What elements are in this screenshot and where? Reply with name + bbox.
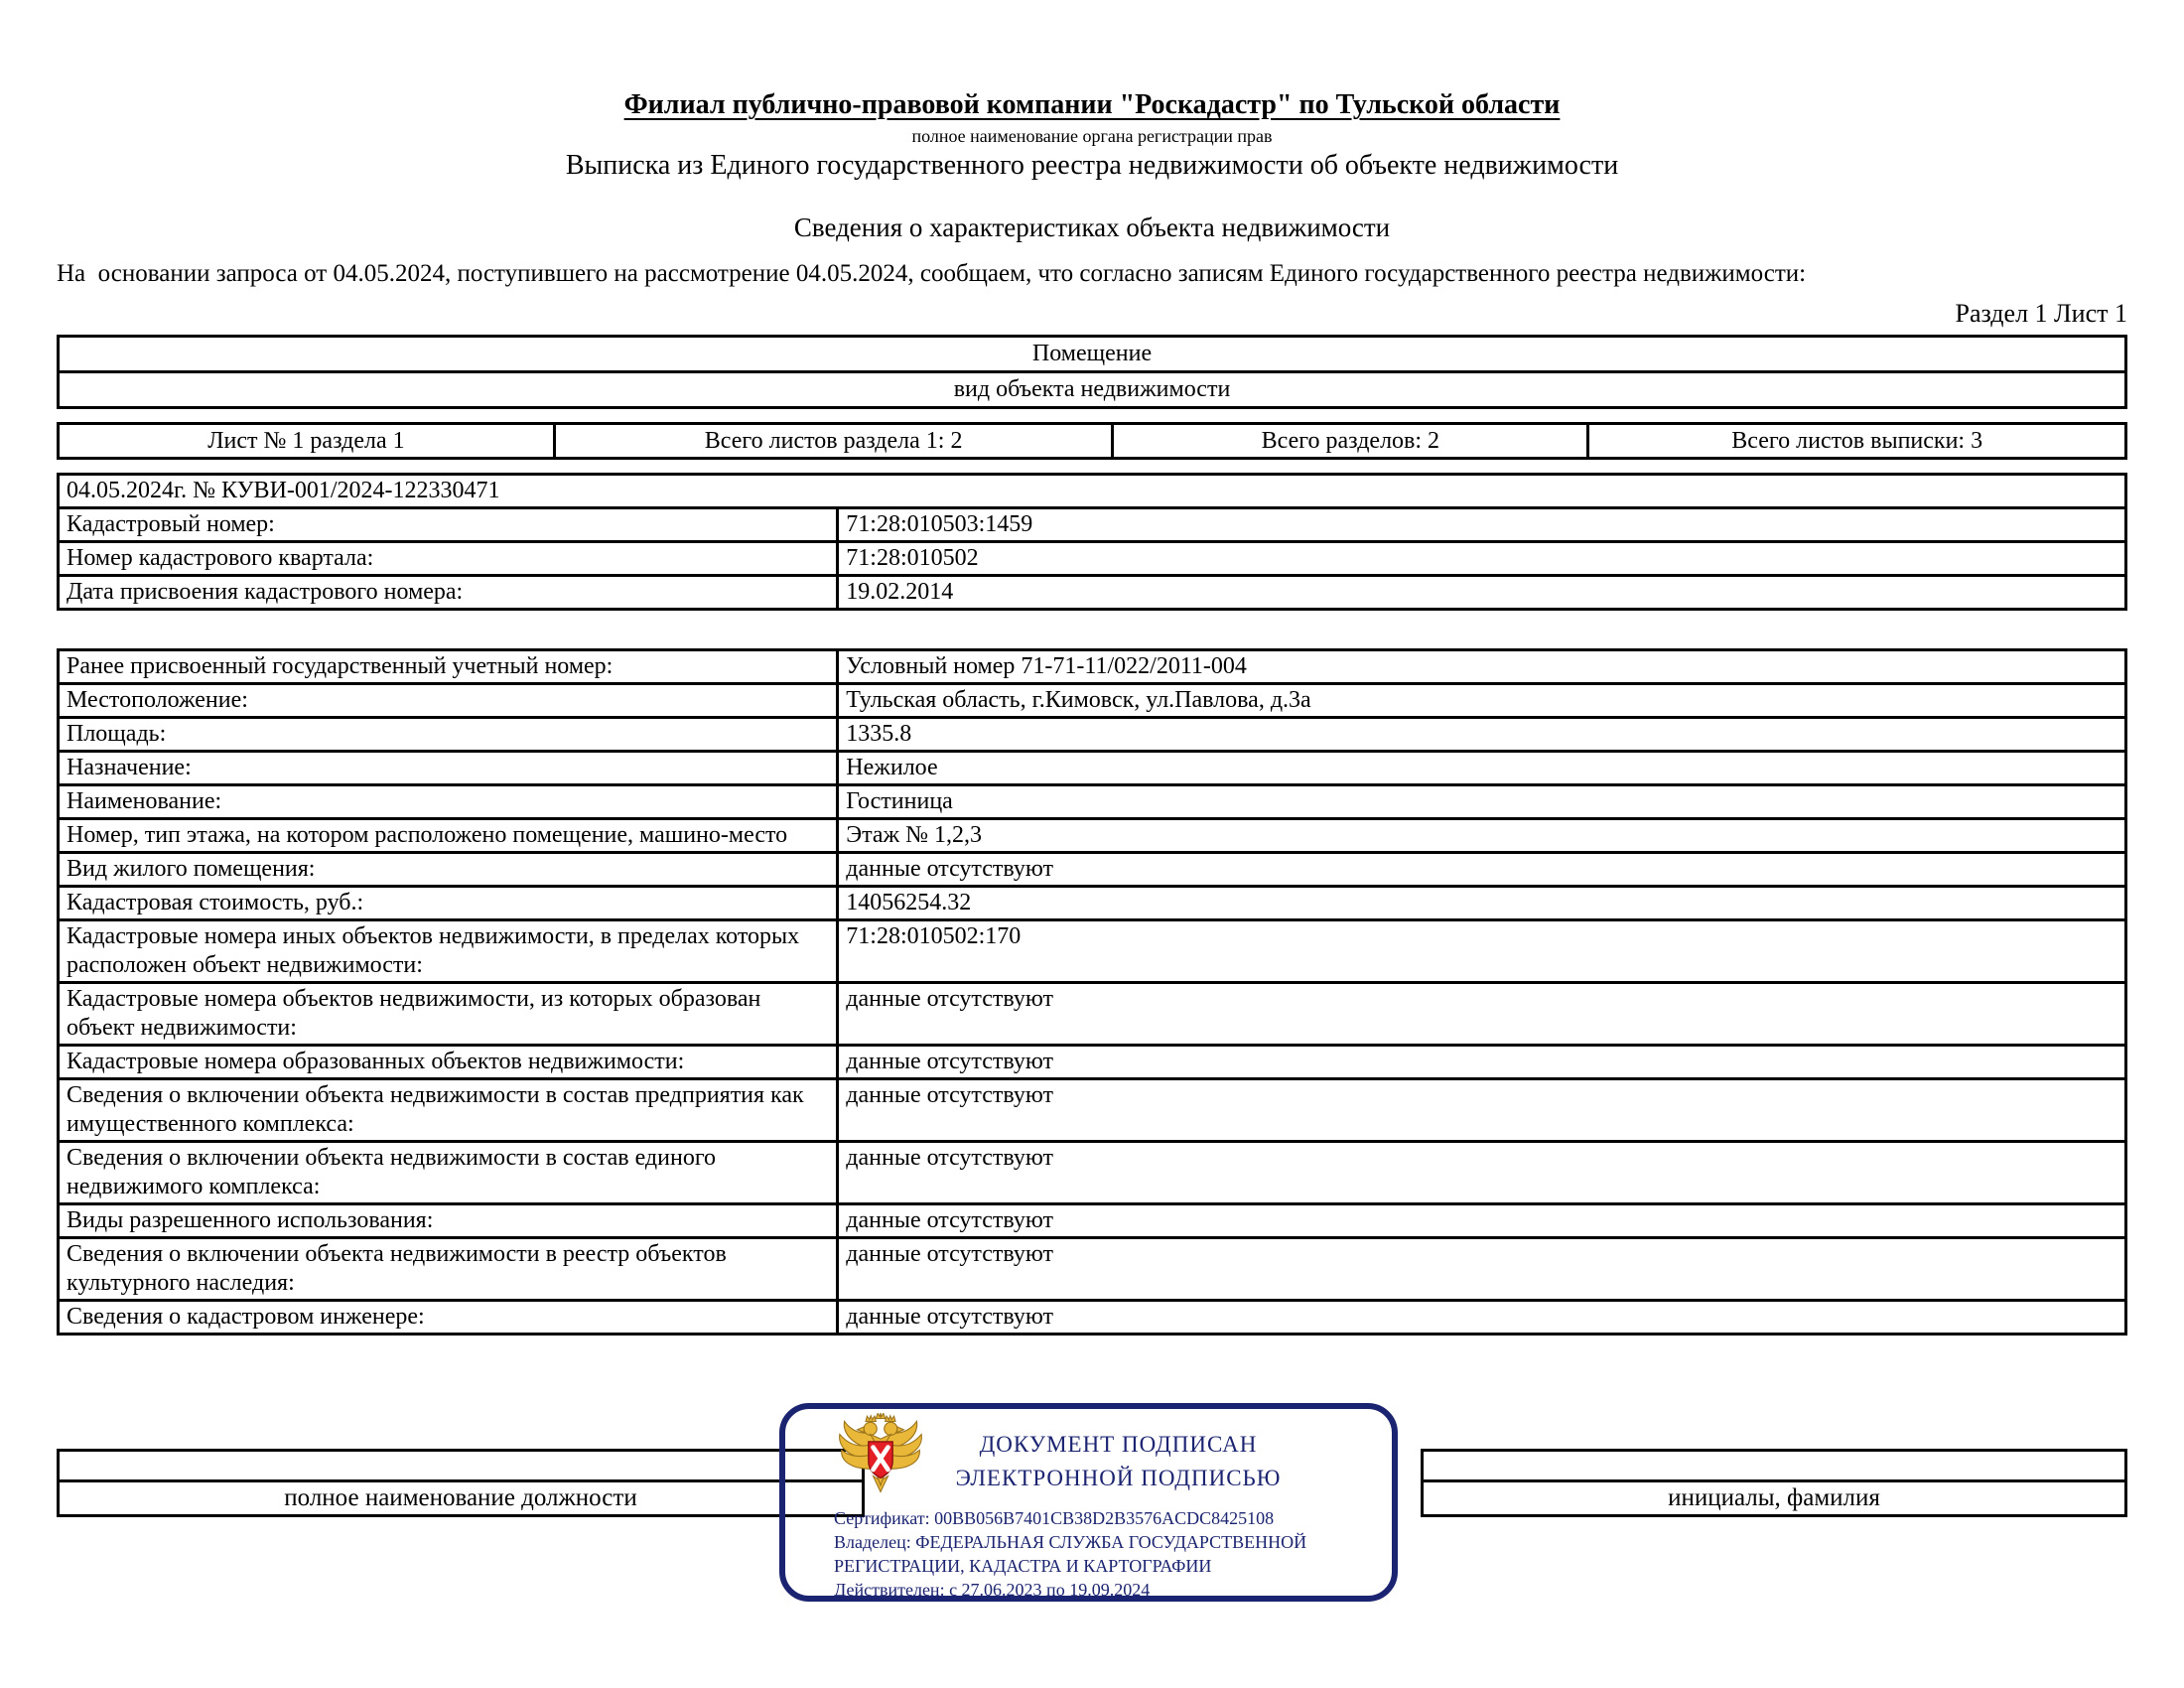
header-org-name: Филиал публично-правовой компании "Роскадастр" по Тульской области <box>623 89 1561 120</box>
row-value: данные отсутствуют <box>838 1142 2126 1204</box>
table-row <box>59 819 2126 853</box>
row-label: Назначение: <box>59 752 838 785</box>
document-title: Выписка из Единого государственного реестра недвижимости об объекте недвижимости <box>565 150 1619 181</box>
row-label: Кадастровые номера иных объектов недвижимости, в пределах которых расположен объект недвижимости: <box>59 920 838 983</box>
row-label: Кадастровая стоимость, руб.: <box>59 887 838 920</box>
signature-position-field <box>59 1451 864 1481</box>
row-label: Виды разрешенного использования: <box>59 1204 838 1238</box>
object-type-caption: вид объекта недвижимости <box>59 372 2126 408</box>
row-label: Кадастровые номера образованных объектов недвижимости: <box>59 1046 838 1079</box>
stamp-owner: Владелец: ФЕДЕРАЛЬНАЯ СЛУЖБА ГОСУДАРСТВЕННОЙ РЕГИСТРАЦИИ, КАДАСТРА И КАРТОГРАФИИ <box>834 1532 1307 1576</box>
row-label: Номер кадастрового квартала: <box>59 542 838 576</box>
row-value: 71:28:010502:170 <box>838 920 2126 983</box>
stamp-title <box>924 1431 1312 1492</box>
table-row <box>59 576 2126 610</box>
sheet-info-cell: Всего разделов: 2 <box>1113 424 1588 459</box>
signature-name-table <box>1421 1449 2127 1517</box>
table-row <box>59 752 2126 785</box>
table-row <box>59 1046 2126 1079</box>
row-value: данные отсутствуют <box>838 1079 2126 1142</box>
table-row <box>59 785 2126 819</box>
signature-name-caption: инициалы, фамилия <box>1423 1481 2126 1516</box>
signature-name-block <box>1421 1449 2127 1517</box>
sheet-info-cell: Всего листов выписки: 3 <box>1588 424 2126 459</box>
row-value: данные отсутствуют <box>838 1301 2126 1335</box>
signature-stamp <box>779 1403 1398 1602</box>
row-value: 1335.8 <box>838 718 2126 752</box>
row-value: Гостиница <box>838 785 2126 819</box>
table-row <box>59 887 2126 920</box>
request-date-number: 04.05.2024г. № КУВИ-001/2024-122330471 <box>59 475 2126 508</box>
stamp-title-line1: ДОКУМЕНТ ПОДПИСАН <box>979 1432 1258 1457</box>
row-label: Наименование: <box>59 785 838 819</box>
table-row <box>59 983 2126 1046</box>
row-label: Вид жилого помещения: <box>59 853 838 887</box>
signature-position-block <box>57 1449 865 1517</box>
signature-name-field <box>1423 1451 2126 1481</box>
table-row <box>59 424 2126 459</box>
row-value: данные отсутствуют <box>838 853 2126 887</box>
table-row <box>1423 1481 2126 1516</box>
row-label: Площадь: <box>59 718 838 752</box>
table-row <box>59 1481 864 1516</box>
table-row <box>59 337 2126 372</box>
table-row <box>59 853 2126 887</box>
row-value: 71:28:010503:1459 <box>838 508 2126 542</box>
row-label: Дата присвоения кадастрового номера: <box>59 576 838 610</box>
row-label: Местоположение: <box>59 684 838 718</box>
row-label: Сведения о включении объекта недвижимости в состав предприятия как имущественного комплекса: <box>59 1079 838 1142</box>
row-label: Номер, тип этажа, на котором расположено помещение, машино-место <box>59 819 838 853</box>
row-value: Этаж № 1,2,3 <box>838 819 2126 853</box>
row-label: Сведения о включении объекта недвижимости в реестр объектов культурного наследия: <box>59 1238 838 1301</box>
table-row <box>59 542 2126 576</box>
row-value: данные отсутствуют <box>838 983 2126 1046</box>
sheet-info-table <box>57 422 2127 460</box>
header-org-caption: полное наименование органа регистрации прав <box>911 126 1273 146</box>
stamp-certificate: Сертификат: 00BB056B7401CB38D2B3576ACDC8425108 <box>834 1508 1275 1528</box>
stamp-title-line2: ЭЛЕКТРОННОЙ ПОДПИСЬЮ <box>955 1466 1282 1490</box>
row-value: данные отсутствуют <box>838 1204 2126 1238</box>
request-info-line: На основании запроса от 04.05.2024, поступившего на рассмотрение 04.05.2024, сообщаем, что согласно записям Единого государственного реестра недвижимости: <box>57 260 1807 287</box>
row-value: Тульская область, г.Кимовск, ул.Павлова, д.3а <box>838 684 2126 718</box>
table-row <box>59 684 2126 718</box>
row-label: Кадастровый номер: <box>59 508 838 542</box>
row-label: Ранее присвоенный государственный учетный номер: <box>59 650 838 684</box>
sheet-info-cell: Лист № 1 раздела 1 <box>59 424 555 459</box>
row-label: Сведения о включении объекта недвижимости в состав единого недвижимого комплекса: <box>59 1142 838 1204</box>
section-sheet-label: Раздел 1 Лист 1 <box>1955 299 2127 328</box>
table-row <box>59 1142 2126 1204</box>
table-row <box>59 1079 2126 1142</box>
stamp-details <box>834 1506 1374 1602</box>
row-label: Сведения о кадастровом инженере: <box>59 1301 838 1335</box>
signature-position-caption: полное наименование должности <box>59 1481 864 1516</box>
signature-empty-row <box>59 1451 864 1481</box>
request-info-table <box>57 473 2127 611</box>
table-row <box>59 475 2126 508</box>
signature-position-table <box>57 1449 865 1517</box>
table-row <box>59 650 2126 684</box>
row-value: 14056254.32 <box>838 887 2126 920</box>
row-value: 71:28:010502 <box>838 542 2126 576</box>
row-value: 19.02.2014 <box>838 576 2126 610</box>
stamp-validity: Действителен: с 27.06.2023 по 19.09.2024 <box>834 1580 1151 1600</box>
table-row <box>59 372 2126 408</box>
table-row <box>59 1238 2126 1301</box>
signature-empty-row <box>1423 1451 2126 1481</box>
table-row <box>59 1204 2126 1238</box>
table-row <box>59 1301 2126 1335</box>
table-row <box>59 920 2126 983</box>
section-title: Сведения о характеристиках объекта недвижимости <box>793 212 1391 242</box>
row-label: Кадастровые номера объектов недвижимости, из которых образован объект недвижимости: <box>59 983 838 1046</box>
table-row <box>59 508 2126 542</box>
row-value: данные отсутствуют <box>838 1046 2126 1079</box>
object-type-table <box>57 335 2127 409</box>
row-value: Нежилое <box>838 752 2126 785</box>
sheet-info-cell: Всего листов раздела 1: 2 <box>554 424 1112 459</box>
characteristics-table <box>57 648 2127 1336</box>
object-type-value: Помещение <box>59 337 2126 372</box>
table-row <box>59 718 2126 752</box>
row-value: данные отсутствуют <box>838 1238 2126 1301</box>
row-value: Условный номер 71-71-11/022/2011-004 <box>838 650 2126 684</box>
coat-of-arms-icon <box>833 1413 928 1503</box>
